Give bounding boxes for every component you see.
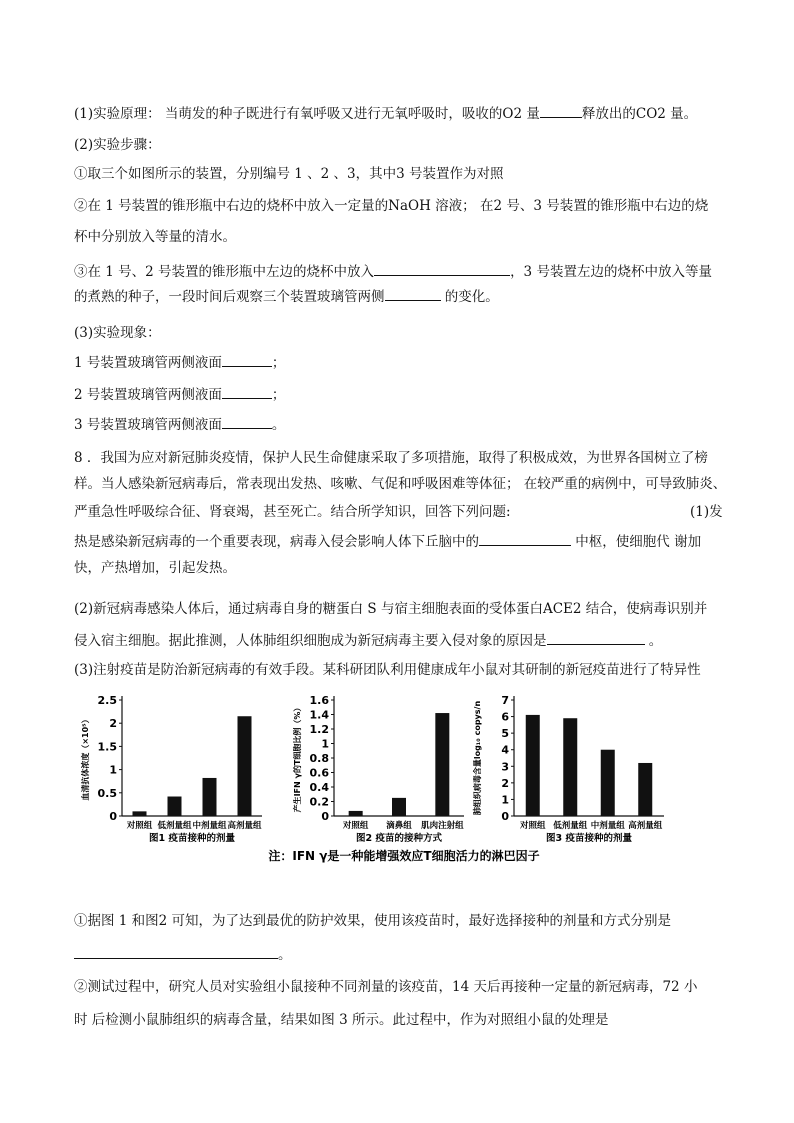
chart-bar: [435, 713, 449, 816]
chart-tick-label: 5: [501, 727, 509, 741]
text-line: ③在 1 号、2 号装置的锥形瓶中左边的烧杯中放入 ，3 号装置左边的烧杯中放入等量: [74, 261, 712, 281]
answer-blank[interactable]: [374, 261, 510, 276]
text-line: ①取三个如图所示的装置，分别编号 1 、2 、3，其中3 号装置作为对照: [74, 166, 504, 182]
chart-title: 图1 疫苗接种的剂量: [149, 833, 235, 844]
chart-tick-label: 6: [501, 710, 509, 724]
text-line: 快，产热增加，引起发热。: [74, 560, 236, 576]
text-line: 2 号装置玻璃管两侧液面 ；: [74, 384, 285, 404]
chart-tick-label: 1.2: [309, 723, 329, 736]
text-line: 时 后检测小鼠肺组织的病毒含量，结果如图 3 所示。此过程中，作为对照组小鼠的处理是: [74, 1012, 609, 1028]
text-line: 。: [74, 944, 292, 964]
text-line: ②测试过程中，研究人员对实验组小鼠接种不同剂量的该疫苗，14 天后再接种一定量的新冠病毒，72 小: [74, 979, 698, 995]
chart-category-label: 高剂量组: [227, 821, 262, 831]
figure-note: 注：IFN γ是一种能增强效应T细胞活力的淋巴因子: [268, 849, 540, 863]
answer-blank[interactable]: [222, 384, 272, 399]
text-line: 严重急性呼吸综合征、肾衰竭，甚至死亡。结合所学知识，回答下列问题:: [74, 504, 511, 520]
chart-category-label: 中剂量组: [192, 821, 227, 831]
text-line: (3)实验现象：: [74, 325, 161, 341]
chart-bar: [563, 718, 577, 816]
chart-tick-label: 0.2: [309, 795, 329, 809]
chart-bar: [601, 750, 615, 816]
chart-tick-label: 2: [109, 717, 117, 731]
text-line: 热是感染新冠病毒的一个重要表现，病毒入侵会影响人体下丘脑中的 中枢，使细胞代 谢加: [74, 531, 701, 551]
chart-bar: [638, 763, 652, 816]
text-line: 侵入宿主细胞。据此推测，人体肺组织细胞成为新冠病毒主要入侵对象的原因是 。: [74, 630, 662, 650]
text-line: [74, 103, 697, 123]
chart-category-label: 高剂量组: [628, 821, 663, 831]
chart-tick-label: 0.8: [309, 752, 329, 765]
chart-tick-label: 2.5: [97, 694, 117, 707]
chart-category-label: 对照组: [519, 821, 546, 831]
answer-blank[interactable]: [385, 286, 441, 301]
chart-bar: [392, 798, 406, 816]
text-line: ②在 1 号装置的锥形瓶中右边的烧杯中放入一定量的NaOH 溶液； 在2 号、3 号装置的锥形瓶中右边的烧: [74, 198, 709, 214]
text-line: 1 号装置玻璃管两侧液面 ；: [74, 352, 285, 372]
answer-blank[interactable]: [547, 630, 645, 645]
text-line: ①据图 1 和图2 可知，为了达到最优的防护效果，使用该疫苗时，最好选择接种的剂量和方式分别是: [74, 913, 672, 929]
chart-category-label: 滴鼻组: [386, 821, 412, 831]
answer-blank[interactable]: [222, 352, 272, 367]
text-line: 样。当人感染新冠病毒后，常表现出发热、咳嗽、气促和呼吸困难等体征； 在较严重的病例中，可导致肺炎、: [74, 476, 727, 492]
chart-tick-label: 4: [501, 743, 509, 757]
figure-charts: [74, 686, 734, 876]
chart-tick-label: 0.4: [309, 781, 329, 794]
chart-tick-label: 1: [321, 737, 329, 751]
chart-category-label: 低剂量组: [553, 821, 588, 831]
chart-tick-label: 0.6: [309, 766, 329, 780]
text-line: (2)新冠病毒感染人体后，通过病毒自身的糖蛋白 S 与宿主细胞表面的受体蛋白ACE2 结合，使病毒识别并: [74, 601, 708, 617]
chart-bar: [349, 811, 363, 816]
text-line: 8 ．我国为应对新冠肺炎疫情，保护人民生命健康采取了多项措施，取得了积极成效，为世界各国树立了榜: [74, 450, 708, 466]
chart-tick-label: 0.5: [97, 786, 117, 800]
chart-tick-label: 0: [109, 810, 117, 823]
answer-blank[interactable]: [479, 531, 571, 546]
answer-blank[interactable]: [222, 414, 272, 429]
chart-tick-label: 1.4: [309, 708, 329, 722]
text-line: (3)注射疫苗是防治新冠病毒的有效手段。某科研团队利用健康成年小鼠对其研制的新冠疫苗进行了特异性: [74, 662, 701, 678]
text-line: 3 号装置玻璃管两侧液面 。: [74, 414, 285, 434]
chart-tick-label: 0: [501, 810, 509, 823]
chart-title: 图2 疫苗的接种方式: [356, 833, 442, 844]
chart-category-label: 对照组: [342, 821, 369, 831]
chart-y-label: 血清抗体浓度（×10⁵）: [81, 715, 90, 801]
text-line: 的煮熟的种子，一段时间后观察三个装置玻璃管两侧 的变化。: [74, 286, 499, 306]
principle-text-end: 释放出的CO2 量。: [581, 106, 698, 122]
chart-category-label: 低剂量组: [157, 821, 192, 831]
chart-tick-label: 1: [109, 763, 117, 777]
chart-bar: [238, 716, 252, 816]
chart-tick-label: 1: [501, 793, 509, 807]
chart-tick-label: 7: [501, 694, 509, 707]
chart-category-label: 对照组: [126, 821, 153, 831]
text-line: 杯中分别放入等量的清水。: [74, 229, 236, 245]
chart-tick-label: 1.6: [309, 694, 329, 707]
text-line-right: (1)发: [690, 504, 723, 520]
chart-y-label: 肺组织病毒含量log₁₀ copys/n: [473, 700, 482, 816]
chart-tick-label: 0: [321, 810, 329, 823]
chart-tick-label: 1.5: [97, 740, 117, 754]
chart-title: 图3 疫苗接种的剂量: [546, 833, 632, 844]
chart-category-label: 肌肉注射组: [421, 821, 464, 831]
chart-y-label: 产生IFN γ的T细胞比例（%）: [293, 703, 302, 813]
answer-blank[interactable]: [74, 944, 278, 959]
chart-bar: [526, 715, 540, 816]
answer-blank[interactable]: [540, 103, 582, 118]
chart-bar: [168, 797, 182, 816]
chart-tick-label: 2: [501, 776, 509, 790]
text-line: (2)实验步骤：: [74, 137, 161, 153]
chart-tick-label: 3: [501, 760, 509, 774]
chart-bar: [203, 778, 217, 816]
principle-text: (1)实验原理： 当萌发的种子既进行有氧呼吸又进行无氧呼吸时，吸收的O2 量: [74, 106, 540, 122]
chart-bar: [133, 811, 147, 816]
chart-category-label: 中剂量组: [590, 821, 625, 831]
